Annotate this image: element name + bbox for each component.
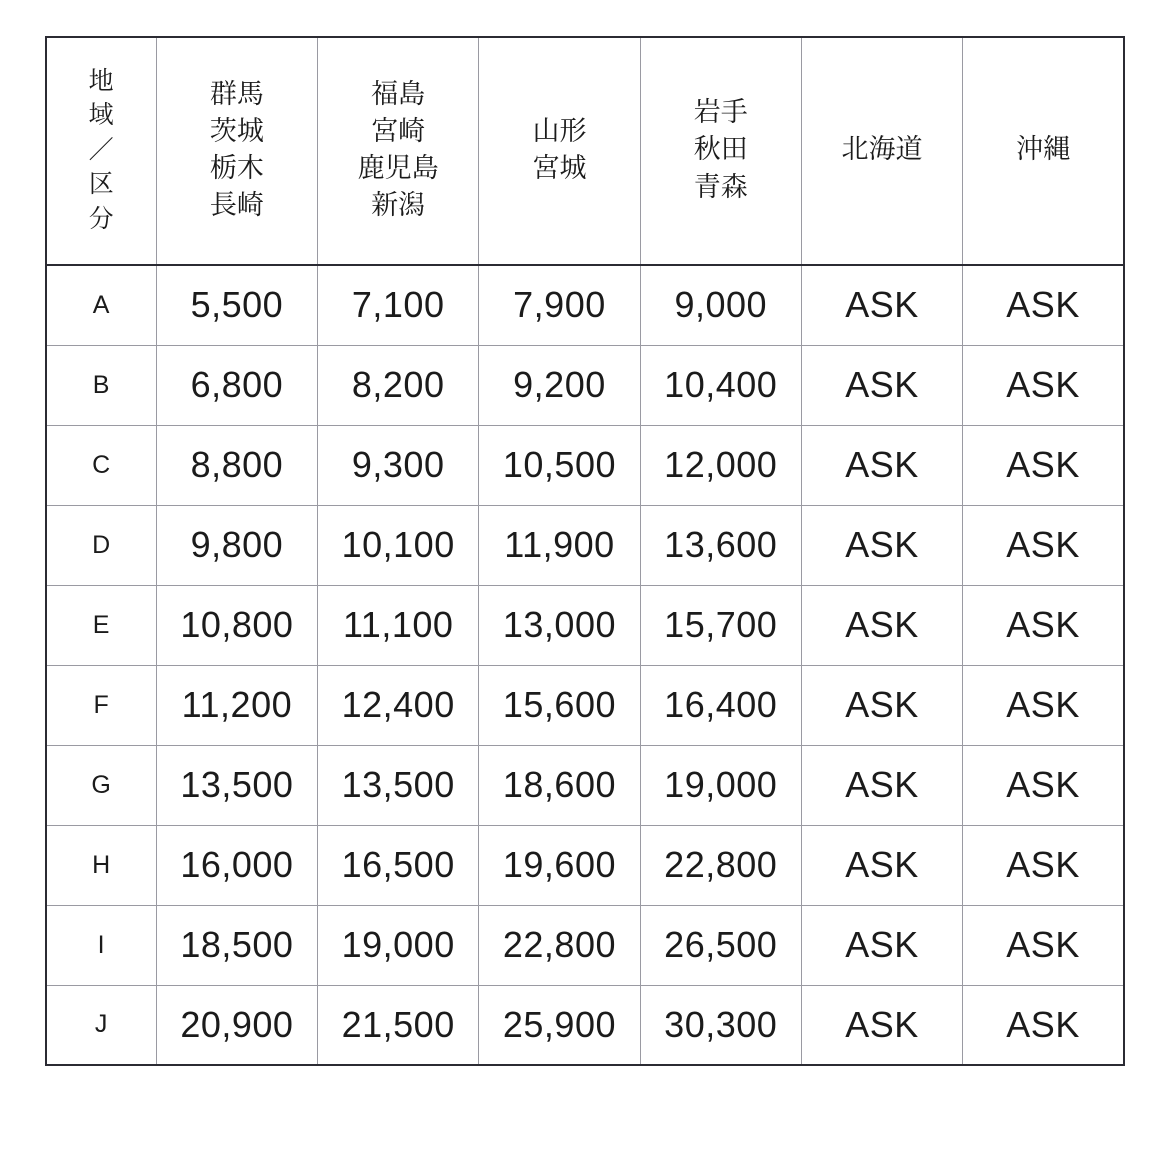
header-col-fukushima-line-4: 新潟 bbox=[371, 190, 426, 221]
cell-value: 22,800 bbox=[640, 825, 801, 905]
header-col-yamagata-line-1: 山形 bbox=[532, 115, 587, 146]
cell-value: 13,500 bbox=[318, 745, 479, 825]
cell-value: 19,600 bbox=[479, 825, 640, 905]
cell-value: 5,500 bbox=[156, 265, 317, 345]
row-label: I bbox=[46, 905, 156, 985]
cell-value: ASK bbox=[963, 745, 1124, 825]
cell-value: ASK bbox=[801, 745, 962, 825]
cell-value: 10,100 bbox=[318, 505, 479, 585]
row-label: B bbox=[46, 345, 156, 425]
cell-value: 9,800 bbox=[156, 505, 317, 585]
cell-value: ASK bbox=[801, 345, 962, 425]
table-row bbox=[46, 345, 1124, 425]
cell-value: ASK bbox=[801, 665, 962, 745]
cell-value: 20,900 bbox=[156, 985, 317, 1065]
header-col-yamagata bbox=[479, 37, 640, 265]
header-region-line-1: 地 bbox=[88, 66, 115, 95]
cell-value: ASK bbox=[801, 425, 962, 505]
cell-value: ASK bbox=[963, 505, 1124, 585]
table-body bbox=[46, 265, 1124, 1065]
header-col-yamagata-line-2: 宮城 bbox=[532, 153, 587, 183]
header-col-okinawa-line-1: 沖縄 bbox=[1016, 134, 1071, 165]
cell-value: 21,500 bbox=[318, 985, 479, 1065]
header-region-line-4: 区 bbox=[88, 170, 115, 199]
cell-value: 8,800 bbox=[156, 425, 317, 505]
cell-value: 13,600 bbox=[640, 505, 801, 585]
cell-value: ASK bbox=[963, 345, 1124, 425]
table-row bbox=[46, 745, 1124, 825]
header-region-line-5: 分 bbox=[88, 204, 115, 233]
cell-value: ASK bbox=[963, 825, 1124, 905]
cell-value: 26,500 bbox=[640, 905, 801, 985]
row-label: C bbox=[46, 425, 156, 505]
header-col-hokkaido bbox=[801, 37, 962, 265]
cell-value: 13,000 bbox=[479, 585, 640, 665]
header-col-fukushima bbox=[318, 37, 479, 265]
cell-value: ASK bbox=[963, 905, 1124, 985]
cell-value: 11,100 bbox=[318, 585, 479, 665]
cell-value: 9,200 bbox=[479, 345, 640, 425]
header-col-iwate bbox=[640, 37, 801, 265]
cell-value: 10,500 bbox=[479, 425, 640, 505]
cell-value: 16,000 bbox=[156, 825, 317, 905]
cell-value: ASK bbox=[963, 425, 1124, 505]
header-col-hokkaido-line-1: 北海道 bbox=[841, 134, 923, 165]
cell-value: 13,500 bbox=[156, 745, 317, 825]
cell-value: ASK bbox=[963, 985, 1124, 1065]
cell-value: 18,600 bbox=[479, 745, 640, 825]
table-row bbox=[46, 905, 1124, 985]
cell-value: 9,300 bbox=[318, 425, 479, 505]
header-col-gunma-line-1: 群馬 bbox=[209, 78, 264, 109]
cell-value: ASK bbox=[801, 905, 962, 985]
cell-value: 11,900 bbox=[479, 505, 640, 585]
table-row bbox=[46, 425, 1124, 505]
cell-value: 18,500 bbox=[156, 905, 317, 985]
row-label: J bbox=[46, 985, 156, 1065]
header-col-iwate-line-2: 秋田 bbox=[693, 134, 748, 165]
cell-value: ASK bbox=[963, 665, 1124, 745]
cell-value: 7,100 bbox=[318, 265, 479, 345]
cell-value: ASK bbox=[963, 265, 1124, 345]
cell-value: ASK bbox=[801, 265, 962, 345]
row-label: D bbox=[46, 505, 156, 585]
header-col-gunma bbox=[156, 37, 317, 265]
header-col-fukushima-line-2: 宮崎 bbox=[371, 115, 426, 146]
header-col-iwate-line-3: 青森 bbox=[693, 171, 748, 202]
cell-value: 15,700 bbox=[640, 585, 801, 665]
cell-value: 12,000 bbox=[640, 425, 801, 505]
header-region-division bbox=[46, 37, 156, 265]
table-header bbox=[46, 37, 1124, 265]
cell-value: ASK bbox=[801, 585, 962, 665]
header-row bbox=[46, 37, 1124, 265]
cell-value: 11,200 bbox=[156, 665, 317, 745]
cell-value: ASK bbox=[801, 985, 962, 1065]
cell-value: 7,900 bbox=[479, 265, 640, 345]
table-row bbox=[46, 585, 1124, 665]
table-row bbox=[46, 665, 1124, 745]
cell-value: 19,000 bbox=[318, 905, 479, 985]
cell-value: ASK bbox=[801, 505, 962, 585]
cell-value: 10,800 bbox=[156, 585, 317, 665]
cell-value: 10,400 bbox=[640, 345, 801, 425]
cell-value: 8,200 bbox=[318, 345, 479, 425]
cell-value: 30,300 bbox=[640, 985, 801, 1065]
table-row bbox=[46, 505, 1124, 585]
header-col-fukushima-line-3: 鹿児島 bbox=[357, 153, 439, 183]
cell-value: 25,900 bbox=[479, 985, 640, 1065]
cell-value: 15,600 bbox=[479, 665, 640, 745]
header-region-line-2: 域 bbox=[88, 101, 115, 130]
cell-value: 9,000 bbox=[640, 265, 801, 345]
row-label: E bbox=[46, 585, 156, 665]
table-row bbox=[46, 985, 1124, 1065]
cell-value: 22,800 bbox=[479, 905, 640, 985]
row-label: F bbox=[46, 665, 156, 745]
cell-value: 16,400 bbox=[640, 665, 801, 745]
shipping-rate-table bbox=[45, 36, 1125, 1066]
header-col-iwate-line-1: 岩手 bbox=[693, 97, 748, 128]
header-region-line-3: ／ bbox=[88, 135, 115, 164]
cell-value: ASK bbox=[963, 585, 1124, 665]
header-col-gunma-line-2: 茨城 bbox=[209, 115, 264, 146]
cell-value: 19,000 bbox=[640, 745, 801, 825]
table-row bbox=[46, 265, 1124, 345]
header-col-gunma-line-4: 長崎 bbox=[209, 190, 264, 221]
cell-value: 16,500 bbox=[318, 825, 479, 905]
cell-value: 12,400 bbox=[318, 665, 479, 745]
cell-value: ASK bbox=[801, 825, 962, 905]
header-col-fukushima-line-1: 福島 bbox=[371, 78, 426, 109]
header-col-okinawa bbox=[963, 37, 1124, 265]
header-col-gunma-line-3: 栃木 bbox=[209, 153, 264, 183]
row-label: A bbox=[46, 265, 156, 345]
table-row bbox=[46, 825, 1124, 905]
row-label: H bbox=[46, 825, 156, 905]
cell-value: 6,800 bbox=[156, 345, 317, 425]
row-label: G bbox=[46, 745, 156, 825]
